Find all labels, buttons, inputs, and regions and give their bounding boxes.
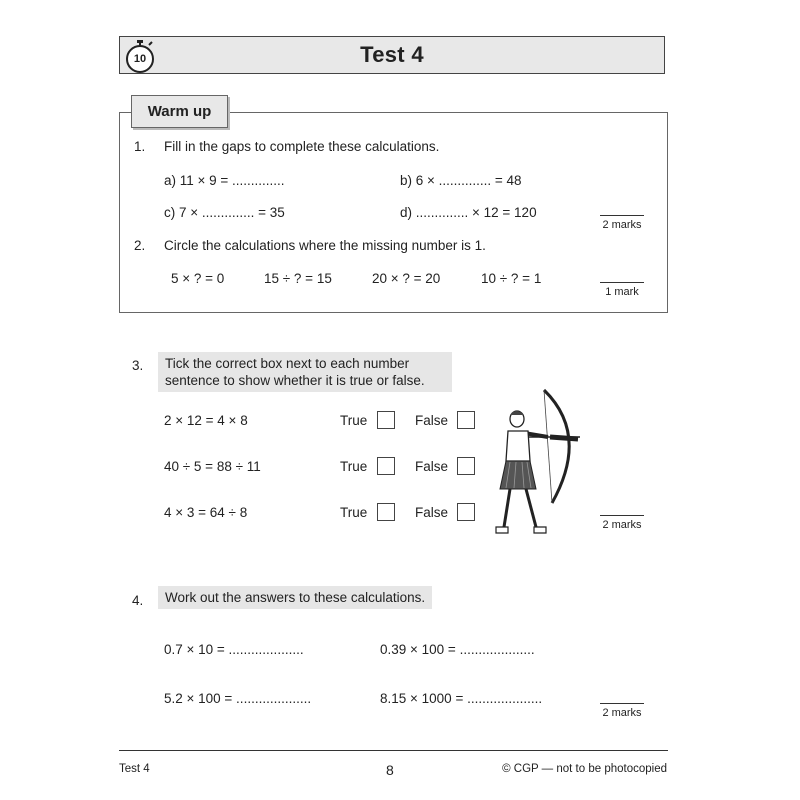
true-label: True (340, 459, 368, 474)
false-label: False (415, 505, 449, 520)
q4-item: 5.2 × 100 = .................... (164, 691, 312, 706)
q2-prompt: Circle the calculations where the missing number is 1. (164, 238, 486, 253)
timer-minutes: 10 (133, 53, 147, 65)
warmup-label: Warm up (131, 95, 228, 128)
q4-marks: 2 marks (600, 703, 644, 719)
q2-option[interactable]: 20 × ? = 20 (372, 271, 441, 286)
q4-number: 4. (132, 593, 144, 608)
true-label: True (340, 413, 368, 428)
false-checkbox[interactable] (457, 457, 475, 475)
q3-marks: 2 marks (600, 515, 644, 531)
q1-prompt: Fill in the gaps to complete these calculations. (164, 139, 440, 154)
footer-test-label: Test 4 (119, 763, 150, 775)
footer-divider (119, 750, 668, 751)
q4-item: 8.15 × 1000 = .................... (380, 691, 543, 706)
q3-sentence: 2 × 12 = 4 × 8 (164, 413, 248, 428)
test-header (119, 36, 665, 74)
q2-option[interactable]: 5 × ? = 0 (171, 271, 225, 286)
q2-number: 2. (134, 238, 146, 253)
q4-item: 0.7 × 10 = .................... (164, 642, 304, 657)
q2-marks: 1 mark (600, 282, 644, 298)
false-checkbox[interactable] (457, 411, 475, 429)
q1-part-a: a) 11 × 9 = .............. (164, 173, 285, 188)
false-label: False (415, 459, 449, 474)
q3-prompt (158, 352, 452, 392)
false-checkbox[interactable] (457, 503, 475, 521)
true-checkbox[interactable] (377, 457, 395, 475)
q3-prompt-line2: sentence to show whether it is true or false. (165, 373, 425, 388)
q4-item: 0.39 × 100 = .................... (380, 642, 535, 657)
archer-illustration (490, 385, 590, 540)
true-label: True (340, 505, 368, 520)
q3-prompt-line1: Tick the correct box next to each number (165, 356, 410, 371)
true-checkbox[interactable] (377, 411, 395, 429)
q3-sentence: 40 ÷ 5 = 88 ÷ 11 (164, 459, 261, 474)
q3-sentence: 4 × 3 = 64 ÷ 8 (164, 505, 248, 520)
q3-number: 3. (132, 358, 144, 373)
q1-number: 1. (134, 139, 146, 154)
page-title: Test 4 (360, 42, 424, 67)
q1-part-d: d) .............. × 12 = 120 (400, 205, 537, 220)
q1-part-b: b) 6 × .............. = 48 (400, 173, 522, 188)
copyright-notice: © CGP — not to be photocopied (502, 763, 667, 775)
q1-marks: 2 marks (600, 215, 644, 231)
q2-option[interactable]: 15 ÷ ? = 15 (264, 271, 332, 286)
page-number: 8 (386, 762, 394, 778)
q4-prompt: Work out the answers to these calculations. (158, 586, 432, 609)
false-label: False (415, 413, 449, 428)
q2-option[interactable]: 10 ÷ ? = 1 (481, 271, 542, 286)
q1-part-c: c) 7 × .............. = 35 (164, 205, 285, 220)
true-checkbox[interactable] (377, 503, 395, 521)
